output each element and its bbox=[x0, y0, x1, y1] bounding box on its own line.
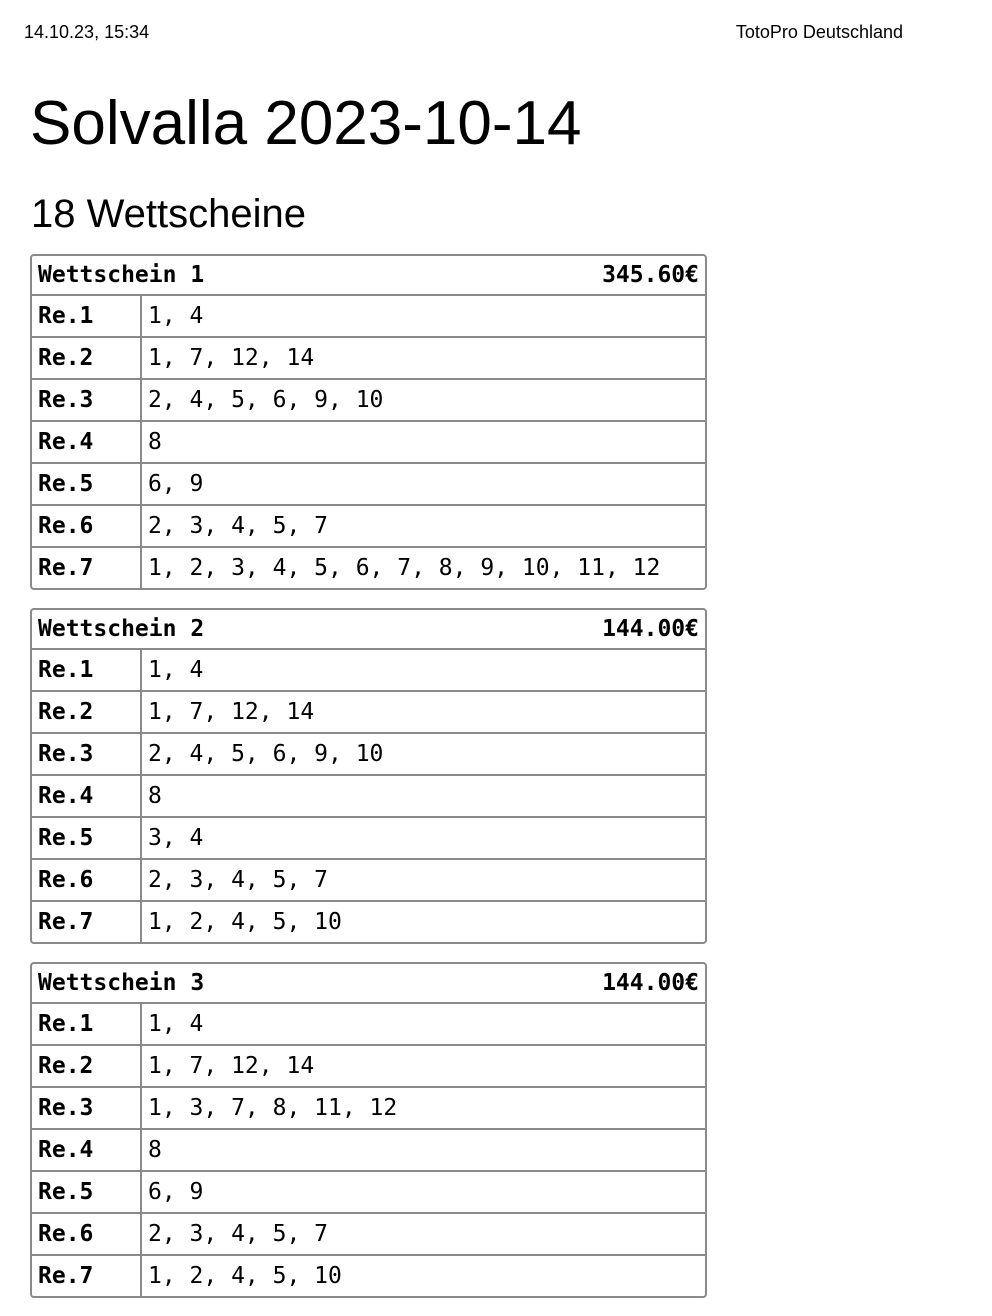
race-picks: 2, 3, 4, 5, 7 bbox=[148, 513, 329, 539]
race-label: Re.1 bbox=[32, 296, 142, 336]
race-picks: 1, 4 bbox=[148, 303, 204, 329]
race-label: Re.3 bbox=[32, 380, 142, 420]
ticket-header bbox=[32, 610, 705, 650]
ticket-name: Wettschein 1 bbox=[38, 262, 205, 288]
ticket bbox=[30, 608, 707, 944]
race-label: Re.5 bbox=[32, 1172, 142, 1212]
race-label: Re.3 bbox=[32, 734, 142, 774]
race-row bbox=[32, 338, 705, 380]
ticket-header bbox=[32, 964, 705, 1004]
ticket-list bbox=[30, 254, 707, 1316]
print-header bbox=[24, 22, 903, 46]
race-row bbox=[32, 1046, 705, 1088]
race-row bbox=[32, 1214, 705, 1256]
race-label: Re.6 bbox=[32, 860, 142, 900]
race-row bbox=[32, 296, 705, 338]
race-picks: 6, 9 bbox=[148, 1179, 204, 1205]
race-label: Re.7 bbox=[32, 1256, 142, 1296]
race-row bbox=[32, 902, 705, 942]
race-row bbox=[32, 818, 705, 860]
race-picks: 2, 3, 4, 5, 7 bbox=[148, 1221, 329, 1247]
ticket bbox=[30, 962, 707, 1298]
ticket bbox=[30, 254, 707, 590]
race-row bbox=[32, 650, 705, 692]
ticket-name: Wettschein 2 bbox=[38, 616, 205, 642]
race-picks: 1, 3, 7, 8, 11, 12 bbox=[148, 1095, 398, 1121]
race-picks: 6, 9 bbox=[148, 471, 204, 497]
race-label: Re.2 bbox=[32, 338, 142, 378]
race-row bbox=[32, 380, 705, 422]
race-picks: 2, 4, 5, 6, 9, 10 bbox=[148, 387, 384, 413]
race-label: Re.7 bbox=[32, 548, 142, 588]
race-row bbox=[32, 506, 705, 548]
race-picks: 3, 4 bbox=[148, 825, 204, 851]
page-title: Solvalla 2023-10-14 bbox=[30, 89, 582, 158]
ticket-price: 345.60€ bbox=[602, 262, 699, 288]
race-picks: 8 bbox=[148, 783, 162, 809]
race-label: Re.4 bbox=[32, 1130, 142, 1170]
race-picks: 1, 7, 12, 14 bbox=[148, 345, 315, 371]
race-row bbox=[32, 1172, 705, 1214]
ticket-name: Wettschein 3 bbox=[38, 970, 205, 996]
race-picks: 1, 2, 4, 5, 10 bbox=[148, 909, 342, 935]
race-row bbox=[32, 776, 705, 818]
race-row bbox=[32, 422, 705, 464]
print-datetime: 14.10.23, 15:34 bbox=[24, 22, 150, 42]
race-picks: 1, 2, 4, 5, 10 bbox=[148, 1263, 342, 1289]
race-picks: 1, 4 bbox=[148, 1011, 204, 1037]
ticket-price: 144.00€ bbox=[602, 616, 699, 642]
ticket-header bbox=[32, 256, 705, 296]
race-row bbox=[32, 548, 705, 588]
race-label: Re.2 bbox=[32, 1046, 142, 1086]
race-row bbox=[32, 1256, 705, 1296]
race-label: Re.6 bbox=[32, 1214, 142, 1254]
race-picks: 1, 4 bbox=[148, 657, 204, 683]
race-row bbox=[32, 734, 705, 776]
race-label: Re.1 bbox=[32, 650, 142, 690]
race-label: Re.4 bbox=[32, 776, 142, 816]
race-label: Re.5 bbox=[32, 464, 142, 504]
race-label: Re.5 bbox=[32, 818, 142, 858]
race-row bbox=[32, 1130, 705, 1172]
race-row bbox=[32, 464, 705, 506]
race-picks: 8 bbox=[148, 429, 162, 455]
ticket-count: 18 Wettscheine bbox=[31, 192, 306, 236]
ticket-price: 144.00€ bbox=[602, 970, 699, 996]
race-label: Re.1 bbox=[32, 1004, 142, 1044]
race-picks: 1, 7, 12, 14 bbox=[148, 699, 315, 725]
race-picks: 2, 3, 4, 5, 7 bbox=[148, 867, 329, 893]
race-picks: 1, 2, 3, 4, 5, 6, 7, 8, 9, 10, 11, 12 bbox=[148, 555, 661, 581]
race-picks: 2, 4, 5, 6, 9, 10 bbox=[148, 741, 384, 767]
race-row bbox=[32, 692, 705, 734]
race-label: Re.7 bbox=[32, 902, 142, 942]
race-picks: 8 bbox=[148, 1137, 162, 1163]
race-row bbox=[32, 860, 705, 902]
race-label: Re.2 bbox=[32, 692, 142, 732]
race-label: Re.3 bbox=[32, 1088, 142, 1128]
race-label: Re.6 bbox=[32, 506, 142, 546]
race-picks: 1, 7, 12, 14 bbox=[148, 1053, 315, 1079]
race-label: Re.4 bbox=[32, 422, 142, 462]
race-row bbox=[32, 1088, 705, 1130]
race-row bbox=[32, 1004, 705, 1046]
print-site-name: TotoPro Deutschland bbox=[735, 22, 903, 42]
